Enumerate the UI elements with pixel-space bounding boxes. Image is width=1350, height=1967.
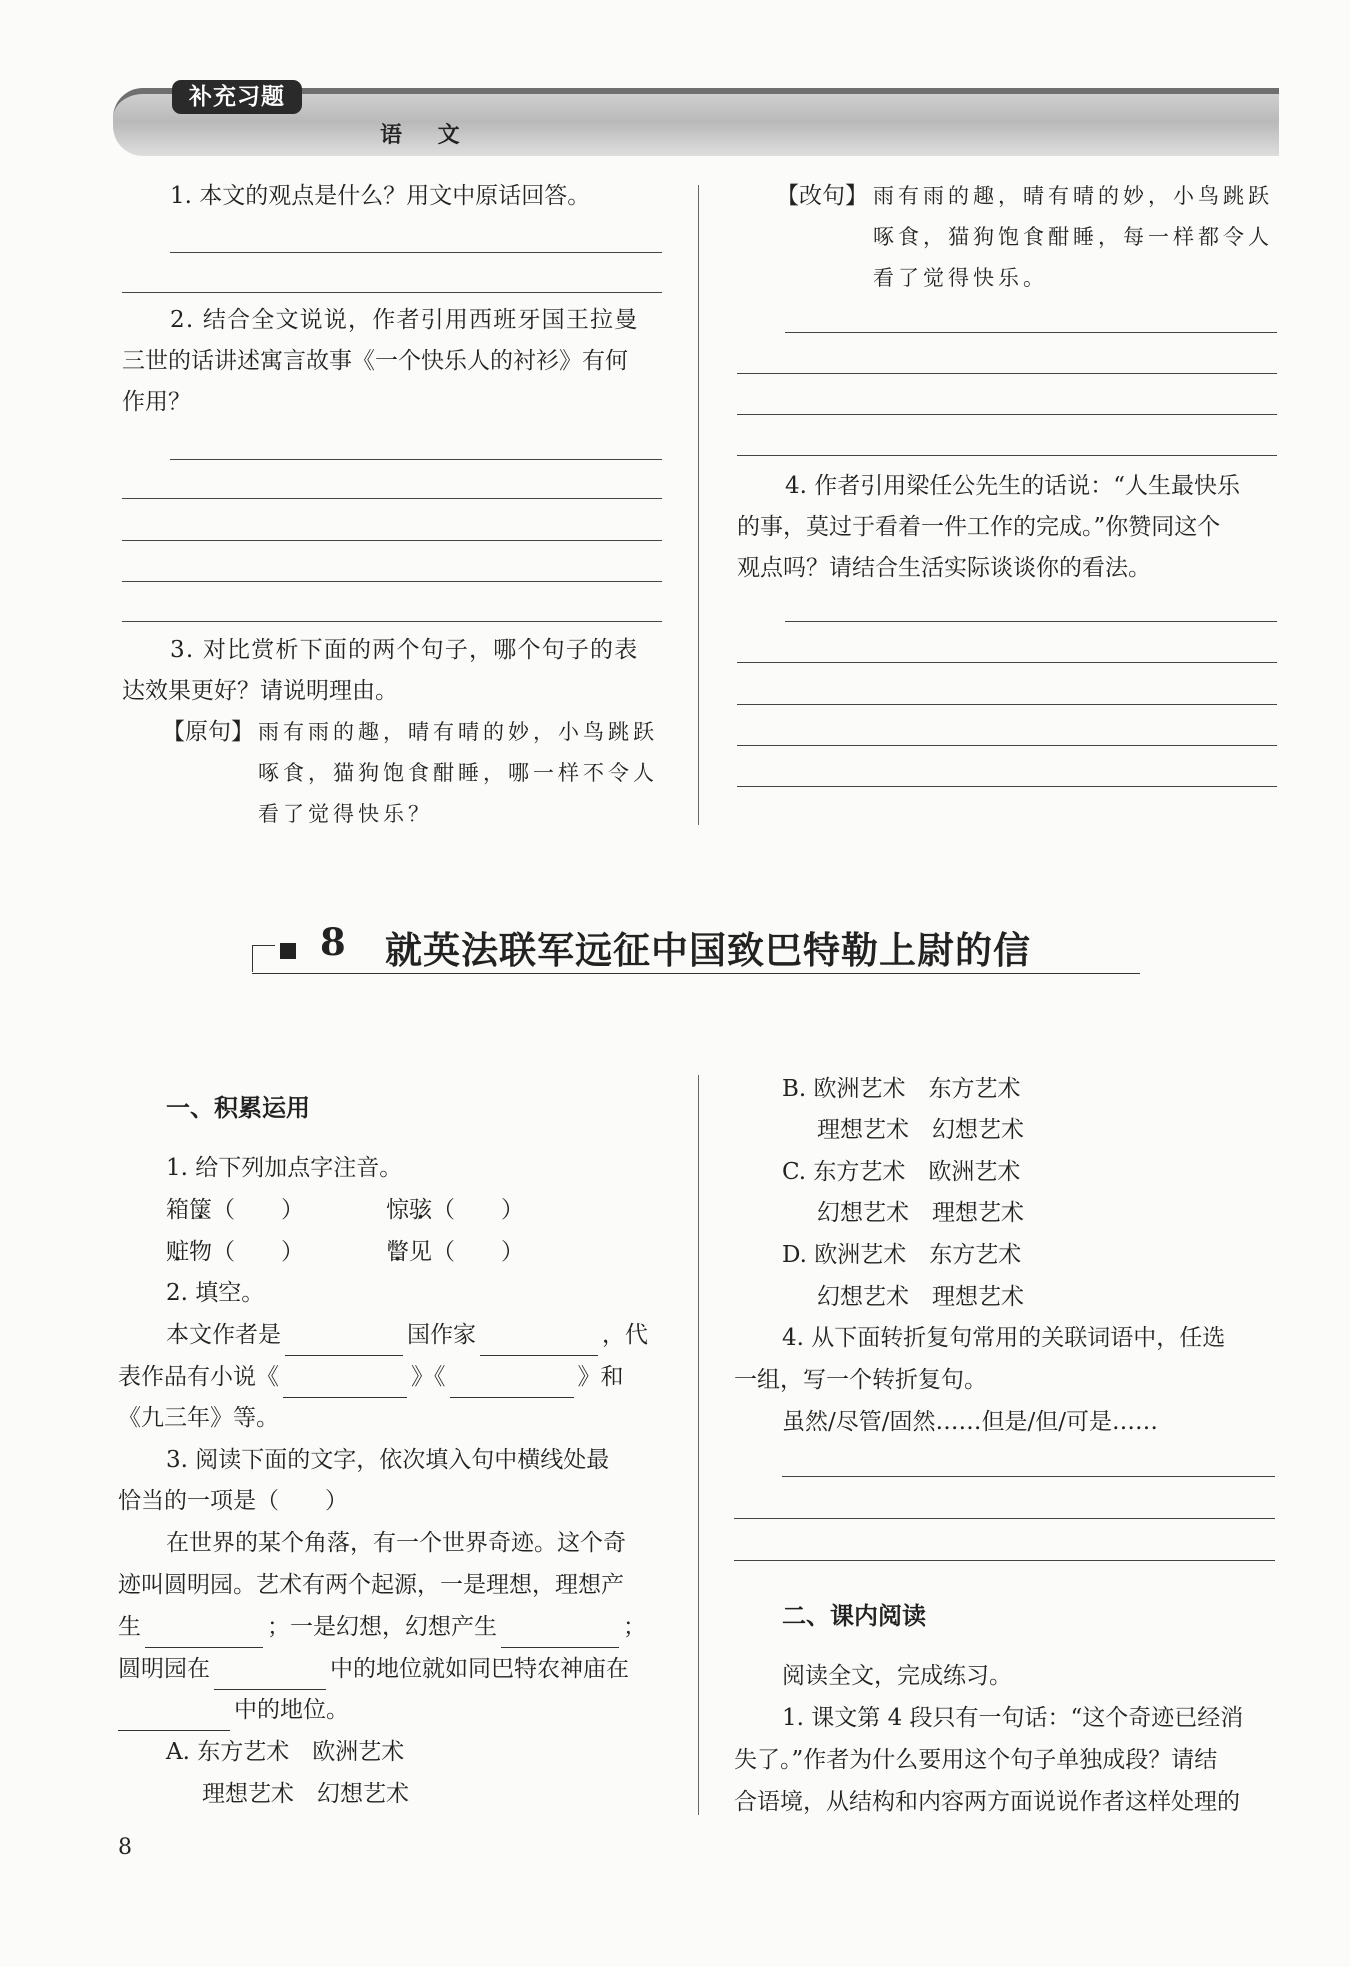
option-b-line-1[interactable]: B. 欧洲艺术 东方艺术	[782, 1076, 1021, 1102]
answer-line[interactable]	[737, 455, 1277, 456]
original-sentence-label: 【原句】	[162, 719, 254, 745]
option-a-line-1[interactable]: A. 东方艺术 欧洲艺术	[166, 1739, 405, 1765]
header-tag: 补充习题	[172, 80, 302, 114]
reading-question-1-line-1: 1. 课文第 4 段只有一句话：“这个奇迹已经消	[782, 1705, 1244, 1731]
fill-line-3: 《九三年》等。	[118, 1405, 279, 1431]
section-heading-2: 二、课内阅读	[782, 1602, 926, 1630]
passage-line-5: 中的地位。	[118, 1690, 349, 1731]
bl-question-2: 2. 填空。	[166, 1280, 265, 1306]
passage-line-3: 生 ；一是幻想，幻想产生 ；	[118, 1607, 646, 1648]
chapter-title: 就英法联军远征中国致巴特勒上尉的信	[385, 928, 1031, 972]
br-question-4-line-2: 一组，写一个转折复句。	[734, 1367, 987, 1393]
answer-line[interactable]	[737, 745, 1277, 746]
question-2-line-3: 作用？	[122, 389, 191, 415]
answer-line[interactable]	[737, 414, 1277, 415]
section-heading-1: 一、积累运用	[166, 1094, 310, 1122]
column-divider-top	[698, 185, 699, 825]
question-1: 1. 本文的观点是什么？用文中原话回答。	[170, 183, 591, 209]
answer-line[interactable]	[122, 292, 662, 293]
original-sentence-line-2: 啄食，猫狗饱食酣睡，哪一样不令人	[258, 761, 658, 785]
answer-line[interactable]	[737, 662, 1277, 663]
br-question-4-line-1: 4. 从下面转折复句常用的关联词语中，任选	[782, 1325, 1226, 1351]
option-c-line-1[interactable]: C. 东方艺术 欧洲艺术	[782, 1159, 1021, 1185]
reading-question-1-line-2: 失了。”作者为什么要用这个句子单独成段？请结	[734, 1747, 1218, 1773]
answer-line[interactable]	[122, 540, 662, 541]
answer-line[interactable]	[782, 1476, 1275, 1477]
modified-sentence-label: 【改句】	[776, 183, 868, 209]
option-d-line-1[interactable]: D. 欧洲艺术 东方艺术	[782, 1242, 1022, 1268]
answer-line[interactable]	[737, 786, 1277, 787]
answer-line[interactable]	[785, 332, 1277, 333]
option-a-line-2: 理想艺术 幻想艺术	[202, 1781, 409, 1807]
chapter-bracket	[252, 945, 275, 972]
fill-line-2: 表作品有小说《 》《 》和	[118, 1357, 624, 1398]
conjunction-list: 虽然/尽管/固然……但是/但/可是……	[782, 1409, 1158, 1435]
question-4-line-2: 的事，莫过于看着一件工作的完成。”你赞同这个	[737, 514, 1221, 540]
answer-line[interactable]	[170, 459, 662, 460]
pinyin-item-2: 惊骇（ ）	[386, 1197, 524, 1223]
question-3-line-1: 3. 对比赏析下面的两个句子，哪个句子的表	[170, 637, 639, 663]
bl-question-1: 1. 给下列加点字注音。	[166, 1155, 403, 1181]
bl-question-3-line-2: 恰当的一项是（ ）	[118, 1488, 348, 1514]
pinyin-item-1: 箱箧（ ）	[166, 1197, 304, 1223]
question-4-line-3: 观点吗？请结合生活实际谈谈你的看法。	[737, 555, 1151, 581]
header-subject: 语 文	[380, 123, 474, 148]
modified-sentence-line-1: 雨有雨的趣，晴有晴的妙，小鸟跳跃	[873, 184, 1273, 208]
question-4-line-1: 4. 作者引用梁任公先生的话说：“人生最快乐	[785, 473, 1241, 499]
page-number: 8	[118, 1835, 132, 1860]
answer-line[interactable]	[170, 252, 662, 253]
answer-line[interactable]	[737, 373, 1277, 374]
pinyin-item-3: 赃物（ ）	[166, 1239, 304, 1265]
reading-question-1-line-3: 合语境，从结构和内容两方面说说作者这样处理的	[734, 1789, 1240, 1815]
answer-line[interactable]	[734, 1518, 1275, 1519]
passage-line-2: 迹叫圆明园。艺术有两个起源，一是理想，理想产	[118, 1572, 624, 1598]
option-b-line-2: 理想艺术 幻想艺术	[817, 1117, 1024, 1143]
fill-blank[interactable]	[283, 1371, 407, 1398]
option-c-line-2: 幻想艺术 理想艺术	[817, 1200, 1024, 1226]
fill-blank[interactable]	[285, 1329, 403, 1356]
chapter-number: 8	[320, 920, 347, 964]
answer-line[interactable]	[785, 621, 1277, 622]
original-sentence-line-1: 雨有雨的趣，晴有晴的妙，小鸟跳跃	[258, 720, 658, 744]
chapter-square-icon	[280, 943, 296, 959]
fill-blank[interactable]	[118, 1704, 230, 1731]
fill-blank[interactable]	[214, 1663, 326, 1690]
answer-line[interactable]	[122, 498, 662, 499]
modified-sentence-line-2: 啄食，猫狗饱食酣睡，每一样都令人	[873, 225, 1273, 249]
fill-blank[interactable]	[145, 1621, 263, 1648]
answer-line[interactable]	[122, 581, 662, 582]
reading-instruction: 阅读全文，完成练习。	[782, 1663, 1012, 1689]
modified-sentence-line-3: 看了觉得快乐。	[873, 266, 1048, 290]
fill-line-1: 本文作者是 国作家 ，代	[166, 1315, 648, 1356]
column-divider-bottom	[698, 1075, 699, 1815]
bl-question-3-line-1: 3. 阅读下面的文字，依次填入句中横线处最	[166, 1447, 610, 1473]
question-2-line-1: 2. 结合全文说说，作者引用西班牙国王拉曼	[170, 307, 639, 333]
pinyin-item-4: 瞥见（ ）	[386, 1239, 524, 1265]
fill-blank[interactable]	[480, 1329, 598, 1356]
answer-line[interactable]	[734, 1560, 1275, 1561]
option-d-line-2: 幻想艺术 理想艺术	[817, 1284, 1024, 1310]
answer-line[interactable]	[122, 621, 662, 622]
passage-line-4: 圆明园在 中的地位就如同巴特农神庙在	[118, 1649, 629, 1690]
fill-blank[interactable]	[501, 1621, 619, 1648]
fill-blank[interactable]	[450, 1371, 574, 1398]
answer-line[interactable]	[737, 704, 1277, 705]
question-2-line-2: 三世的话讲述寓言故事《一个快乐人的衬衫》有何	[122, 348, 628, 374]
original-sentence-line-3: 看了觉得快乐？	[258, 802, 433, 826]
passage-line-1: 在世界的某个角落，有一个世界奇迹。这个奇	[166, 1530, 626, 1556]
question-3-line-2: 达效果更好？请说明理由。	[122, 678, 398, 704]
